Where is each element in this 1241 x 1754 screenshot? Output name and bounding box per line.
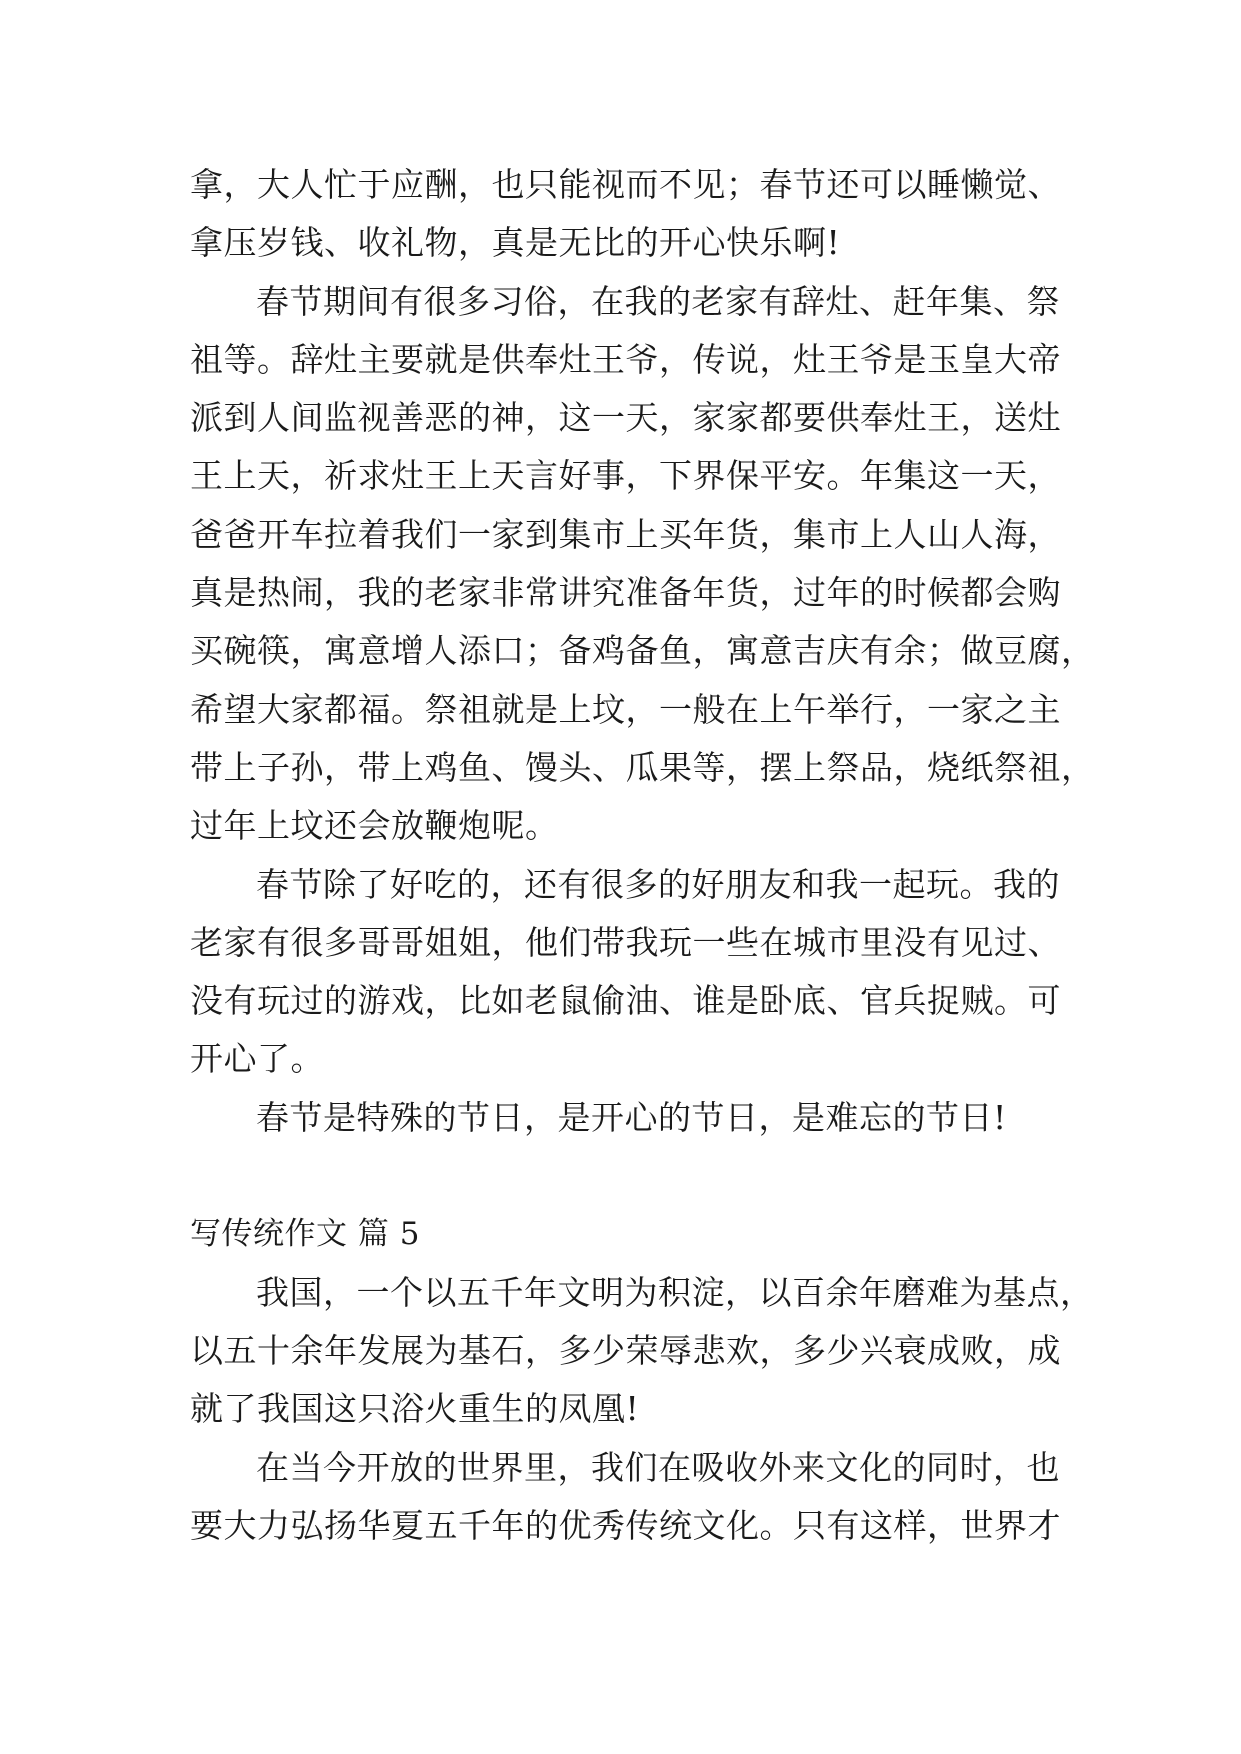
- text-line: 派到人间监视善恶的神，这一天，家家都要供奉灶王，送灶: [190, 398, 1061, 438]
- text-line: 春节期间有很多习俗，在我的老家有辞灶、赶年集、祭: [256, 281, 1060, 321]
- paragraph: [190, 1439, 1060, 1556]
- text-line: 开心了。: [190, 1039, 324, 1079]
- paragraph: [190, 273, 1095, 856]
- section-heading: 写传统作文 篇 5: [190, 1216, 420, 1253]
- paragraph: [190, 1089, 1060, 1147]
- paragraph: [190, 1264, 1094, 1439]
- text-line: 真是热闹，我的老家非常讲究准备年货，过年的时候都会购: [190, 573, 1061, 613]
- paragraph: [190, 156, 1060, 273]
- text-line: 我国，一个以五千年文明为积淀，以百余年磨难为基点，: [256, 1272, 1094, 1312]
- text-line: 希望大家都福。祭祖就是上坟，一般在上午举行，一家之主: [190, 689, 1061, 729]
- text-line: 王上天，祈求灶王上天言好事，下界保平安。年集这一天，: [190, 456, 1061, 496]
- text-line: 就了我国这只浴火重生的凤凰!: [190, 1389, 640, 1429]
- text-line: 带上子孙，带上鸡鱼、馒头、瓜果等，摆上祭品，烧纸祭祖，: [190, 747, 1095, 787]
- paragraph: [190, 856, 1060, 1089]
- text-line: 过年上坟还会放鞭炮呢。: [190, 806, 559, 846]
- text-line: 爸爸开车拉着我们一家到集市上买年货，集市上人山人海，: [190, 514, 1061, 554]
- text-line: 拿压岁钱、收礼物，真是无比的开心快乐啊!: [190, 223, 841, 263]
- blank-line: [190, 1147, 1060, 1205]
- text-line: 拿，大人忙于应酬，也只能视而不见；春节还可以睡懒觉、: [190, 165, 1061, 204]
- text-line: 春节是特殊的节日，是开心的节日，是难忘的节日!: [256, 1097, 1007, 1137]
- document-body: [190, 156, 1095, 1555]
- text-line: 以五十余年发展为基石，多少荣辱悲欢，多少兴衰成败，成: [190, 1330, 1061, 1370]
- text-line: 在当今开放的世界里，我们在吸收外来文化的同时，也: [256, 1447, 1060, 1487]
- text-line: 要大力弘扬华夏五千年的优秀传统文化。只有这样，世界才: [190, 1505, 1061, 1545]
- text-line: 春节除了好吃的，还有很多的好朋友和我一起玩。我的: [256, 864, 1060, 904]
- text-line: 没有玩过的游戏，比如老鼠偷油、谁是卧底、官兵捉贼。可: [190, 981, 1061, 1021]
- text-line: 祖等。辞灶主要就是供奉灶王爷，传说，灶王爷是玉皇大帝: [190, 339, 1061, 379]
- text-line: 老家有很多哥哥姐姐，他们带我玩一些在城市里没有见过、: [190, 922, 1061, 962]
- text-line: 买碗筷，寓意增人添口；备鸡备鱼，寓意吉庆有余；做豆腐，: [190, 631, 1095, 671]
